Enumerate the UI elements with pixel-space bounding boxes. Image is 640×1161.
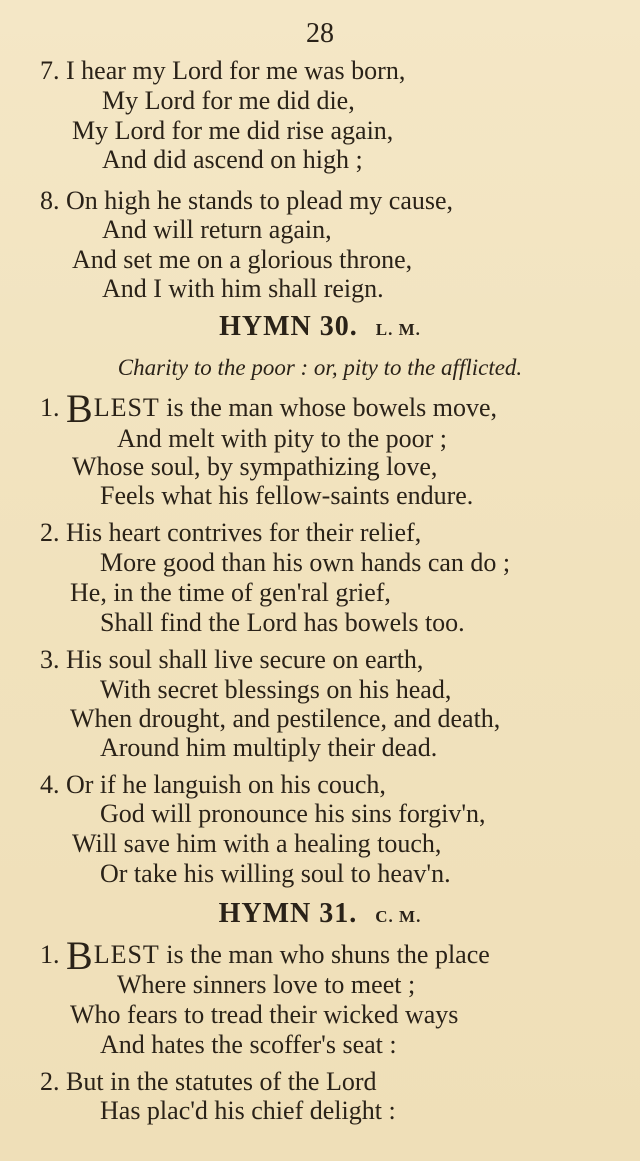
verse-line: [40, 186, 453, 216]
verse-line: Where sinners love to meet ;: [117, 970, 416, 999]
hymn-title: [0, 898, 640, 930]
verse-text: His soul shall live secure on earth,: [66, 645, 424, 674]
verse-line: Has plac'd his chief delight :: [100, 1096, 396, 1125]
verse-text: I hear my Lord for me was born,: [66, 56, 406, 85]
verse-text: is the man whose bowels move,: [159, 393, 498, 422]
hymn-meter: L. M.: [375, 320, 421, 339]
verse-line: Around him multiply their dead.: [100, 733, 438, 762]
verse-line: And did ascend on high ;: [102, 145, 363, 174]
verse-text: is the man who shuns the place: [159, 940, 490, 969]
verse-line: And melt with pity to the poor ;: [117, 424, 448, 453]
verse-line: My Lord for me did rise again,: [72, 116, 394, 145]
small-caps: LEST: [93, 940, 160, 969]
verse-line: [40, 386, 498, 431]
hymn-number: HYMN 30.: [219, 311, 358, 342]
verse-line: With secret blessings on his head,: [100, 675, 452, 704]
drop-cap: B: [66, 933, 93, 978]
verse-number: 2.: [40, 1067, 60, 1096]
drop-cap: B: [66, 386, 93, 431]
verse-line: Whose soul, by sympathizing love,: [72, 452, 438, 481]
verse-line: And I with him shall reign.: [102, 274, 384, 303]
verse-line: Feels what his fellow-saints endure.: [100, 481, 474, 510]
verse-text: But in the statutes of the Lord: [66, 1067, 377, 1096]
verse-line: [40, 933, 490, 978]
verse-line: And hates the scoffer's seat :: [100, 1030, 397, 1059]
verse-line: [40, 770, 386, 800]
verse-number: 1.: [40, 393, 60, 422]
verse-number: 2.: [40, 518, 60, 547]
verse-number: 8.: [40, 186, 60, 215]
verse-number: 3.: [40, 645, 60, 674]
verse-line: [40, 1067, 377, 1097]
verse-line: [40, 518, 421, 548]
verse-line: Who fears to tread their wicked ways: [70, 1000, 459, 1029]
hymn-number: HYMN 31.: [218, 898, 358, 929]
verse-number: 1.: [40, 940, 60, 969]
small-caps: LEST: [93, 393, 160, 422]
verse-line: Will save him with a healing touch,: [72, 829, 442, 858]
verse-line: When drought, and pestilence, and death,: [70, 704, 501, 733]
verse-line: More good than his own hands can do ;: [100, 548, 511, 577]
verse-line: Or take his willing soul to heav'n.: [100, 859, 451, 888]
hymn-meter: C. M.: [375, 907, 422, 926]
verse-line: And set me on a glorious throne,: [72, 245, 413, 274]
verse-line: And will return again,: [102, 215, 332, 244]
verse-number: 7.: [40, 56, 60, 85]
verse-number: 4.: [40, 770, 60, 799]
verse-line: Shall find the Lord has bowels too.: [100, 608, 465, 637]
hymn-title: [0, 311, 640, 343]
verse-line: He, in the time of gen'ral grief,: [70, 578, 391, 607]
hymn-subtitle: Charity to the poor : or, pity to the afflicted.: [117, 355, 523, 380]
verse-line: My Lord for me did die,: [102, 86, 355, 115]
verse-line: [40, 56, 405, 86]
verse-text: Or if he languish on his couch,: [66, 770, 386, 799]
verse-text: His heart contrives for their relief,: [66, 518, 422, 547]
verse-text: On high he stands to plead my cause,: [66, 186, 454, 215]
verse-line: God will pronounce his sins forgiv'n,: [100, 799, 486, 828]
page-number: 28: [306, 18, 334, 49]
verse-line: [40, 645, 423, 675]
